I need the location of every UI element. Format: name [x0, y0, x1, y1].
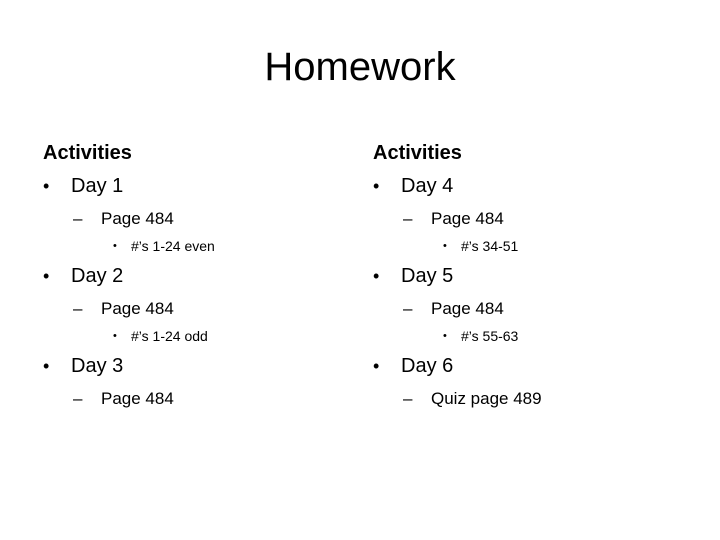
- list-item-day-1: [43, 168, 363, 258]
- bullet-icon: •: [443, 240, 447, 252]
- day-detail: #’s 55-63: [461, 328, 519, 344]
- dash-icon: –: [403, 389, 413, 408]
- left-column-heading: Activities: [43, 142, 132, 164]
- left-column: [43, 138, 363, 414]
- slide-title: Homework: [264, 45, 456, 89]
- list-item-day-4: [373, 168, 693, 258]
- day-detail: #’s 1-24 odd: [131, 328, 208, 344]
- bullet-icon: •: [43, 175, 50, 196]
- dash-icon: –: [73, 209, 83, 228]
- bullet-icon: •: [373, 265, 380, 286]
- bullet-icon: •: [113, 330, 117, 342]
- day-detail: #’s 34-51: [461, 238, 519, 254]
- dash-icon: –: [403, 299, 413, 318]
- dash-icon: –: [73, 389, 83, 408]
- day-sub-item: Page 484: [431, 299, 504, 318]
- day-sub-item: Quiz page 489: [431, 389, 542, 408]
- day-label: Day 5: [401, 264, 454, 287]
- bullet-icon: •: [443, 330, 447, 342]
- bullet-icon: •: [43, 265, 50, 286]
- bullet-icon: •: [373, 175, 380, 196]
- left-day-list: [43, 168, 363, 414]
- list-item-day-2: [43, 258, 363, 348]
- dash-icon: –: [403, 209, 413, 228]
- day-sub-item: Page 484: [101, 299, 174, 318]
- list-item-day-5: [373, 258, 693, 348]
- list-item-day-6: [373, 348, 693, 414]
- day-detail: #’s 1-24 even: [131, 238, 215, 254]
- day-label: Day 4: [401, 174, 454, 197]
- day-sub-item: Page 484: [101, 389, 174, 408]
- list-item-day-3: [43, 348, 363, 414]
- bullet-icon: •: [113, 240, 117, 252]
- bullet-icon: •: [43, 355, 50, 376]
- right-day-list: [373, 168, 693, 414]
- day-label: Day 1: [71, 174, 124, 197]
- right-column-heading: Activities: [373, 142, 462, 164]
- bullet-icon: •: [373, 355, 380, 376]
- day-label: Day 3: [71, 354, 124, 377]
- day-sub-item: Page 484: [431, 209, 504, 228]
- day-label: Day 2: [71, 264, 124, 287]
- day-label: Day 6: [401, 354, 454, 377]
- right-column: [373, 138, 693, 414]
- dash-icon: –: [73, 299, 83, 318]
- day-sub-item: Page 484: [101, 209, 174, 228]
